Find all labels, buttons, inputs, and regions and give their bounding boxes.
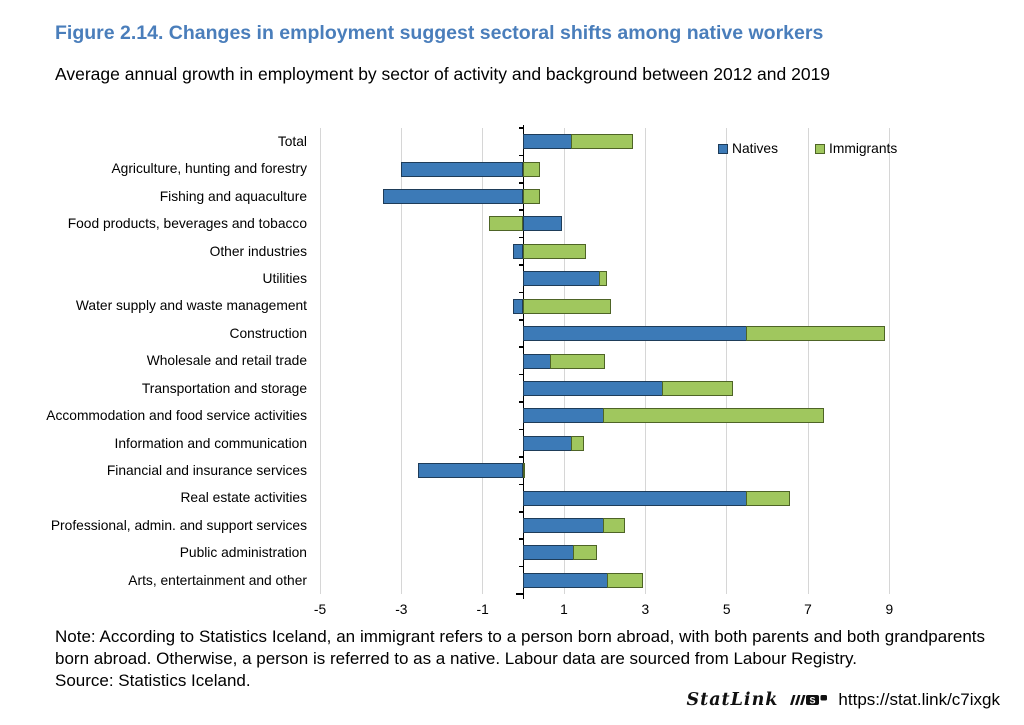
legend-item-immigrants — [815, 141, 897, 156]
bar-natives — [513, 299, 523, 314]
bar-natives — [418, 463, 524, 478]
category-label: Transportation and storage — [141, 380, 307, 396]
category-label: Real estate activities — [180, 490, 307, 506]
bar-immigrants — [607, 573, 643, 588]
bar-immigrants — [571, 134, 633, 149]
bar-natives — [523, 408, 604, 423]
note-text: Note: According to Statistics Iceland, an immigrant refers to a person born abroad, with both parents and both grandparents born abroad. Otherwise, a person is referred to as a native. Labour data are sourced from Labour Registry. — [55, 627, 985, 668]
bar-natives — [523, 573, 608, 588]
x-axis-tick-label: -5 — [313, 602, 327, 617]
bar-immigrants — [662, 381, 733, 396]
source-text: Source: Statistics Iceland. — [55, 671, 251, 690]
bar-immigrants — [603, 518, 625, 533]
legend-label: Immigrants — [829, 141, 898, 156]
bar-immigrants — [573, 545, 597, 560]
bar-immigrants — [603, 408, 824, 423]
bar-immigrants — [523, 162, 539, 177]
bar-immigrants — [523, 463, 525, 478]
bar-natives — [523, 134, 572, 149]
category-label: Construction — [229, 325, 307, 341]
category-label: Water supply and waste management — [75, 298, 307, 314]
category-label: Food products, beverages and tobacco — [67, 216, 307, 232]
bar-natives — [513, 244, 523, 259]
axis-tick — [516, 593, 523, 595]
category-labels — [0, 120, 313, 620]
statlink-url[interactable]: https://stat.link/c7ixgk — [838, 690, 1000, 709]
category-label: Professional, admin. and support services — [50, 517, 307, 533]
bar-natives — [523, 216, 562, 231]
bar-natives — [523, 326, 747, 341]
axis-tick — [519, 155, 524, 157]
gridline — [808, 128, 809, 594]
bar-immigrants — [489, 216, 524, 231]
x-axis-tick-label: 1 — [560, 602, 568, 617]
axis-tick — [519, 319, 524, 321]
category-label: Public administration — [179, 545, 307, 561]
axis-tick — [519, 484, 524, 486]
axis-tick — [519, 127, 524, 129]
gridline — [320, 128, 321, 594]
bar-natives — [523, 381, 663, 396]
category-label: Utilities — [262, 271, 307, 287]
category-label: Agriculture, hunting and forestry — [111, 161, 307, 177]
statlink-label: StatLink — [686, 690, 779, 710]
bar-natives — [523, 518, 604, 533]
axis-tick — [519, 401, 524, 403]
axis-tick — [519, 292, 524, 294]
x-axis-tick-label: -1 — [476, 602, 489, 617]
bar-immigrants — [571, 436, 585, 451]
category-label: Other industries — [209, 243, 307, 259]
bar-natives — [523, 491, 747, 506]
axis-tick — [519, 264, 524, 266]
bar-immigrants — [523, 299, 610, 314]
legend-marker-natives-icon — [718, 144, 728, 154]
svg-text:S: S — [809, 695, 816, 706]
stacked-bar-chart — [0, 120, 1024, 620]
gridline — [889, 128, 890, 594]
axis-tick — [519, 209, 524, 211]
note-block — [55, 626, 985, 692]
bar-natives — [523, 545, 574, 560]
x-axis-tick-label: 9 — [885, 602, 894, 617]
bar-natives — [401, 162, 523, 177]
axis-tick — [519, 237, 524, 239]
bar-natives — [523, 436, 572, 451]
axis-tick — [519, 538, 524, 540]
figure-subtitle: Average annual growth in employment by sector of activity and background between 2012 and 2019 — [55, 64, 831, 84]
bar-immigrants — [523, 244, 586, 259]
axis-tick — [519, 429, 524, 431]
axis-tick — [519, 511, 524, 513]
figure-title: Figure 2.14. Changes in employment suggest sectoral shifts among native workers — [55, 22, 824, 44]
axis-tick — [519, 182, 524, 184]
category-label: Fishing and aquaculture — [159, 188, 307, 204]
category-label: Information and communication — [114, 435, 307, 451]
bar-natives — [523, 271, 600, 286]
statlink-row — [686, 690, 1000, 710]
category-label: Arts, entertainment and other — [128, 572, 307, 588]
category-label: Total — [277, 134, 307, 149]
gridline — [645, 128, 646, 594]
x-axis-tick-label: 5 — [722, 602, 731, 617]
x-axis-tick-label: -3 — [395, 602, 408, 617]
bar-immigrants — [746, 491, 790, 506]
bar-natives — [383, 189, 523, 204]
category-label: Accommodation and food service activities — [46, 408, 307, 424]
axis-tick — [519, 374, 524, 376]
category-label: Wholesale and retail trade — [146, 353, 307, 369]
axis-tick — [519, 456, 524, 458]
category-label: Financial and insurance services — [106, 462, 307, 478]
legend-item-natives — [718, 141, 778, 156]
bar-immigrants — [550, 354, 604, 369]
x-axis-tick-label: 7 — [804, 602, 812, 617]
bar-immigrants — [523, 189, 539, 204]
x-axis-tick-label: 3 — [641, 602, 650, 617]
statlink-icon — [787, 692, 829, 708]
legend-marker-immigrants-icon — [815, 144, 825, 154]
axis-tick — [519, 566, 524, 568]
gridline — [726, 128, 727, 594]
bar-immigrants — [746, 326, 886, 341]
plot-area — [313, 128, 940, 617]
axis-tick — [519, 346, 524, 348]
legend-label: Natives — [732, 141, 779, 156]
bar-natives — [523, 354, 551, 369]
bar-immigrants — [599, 271, 607, 286]
